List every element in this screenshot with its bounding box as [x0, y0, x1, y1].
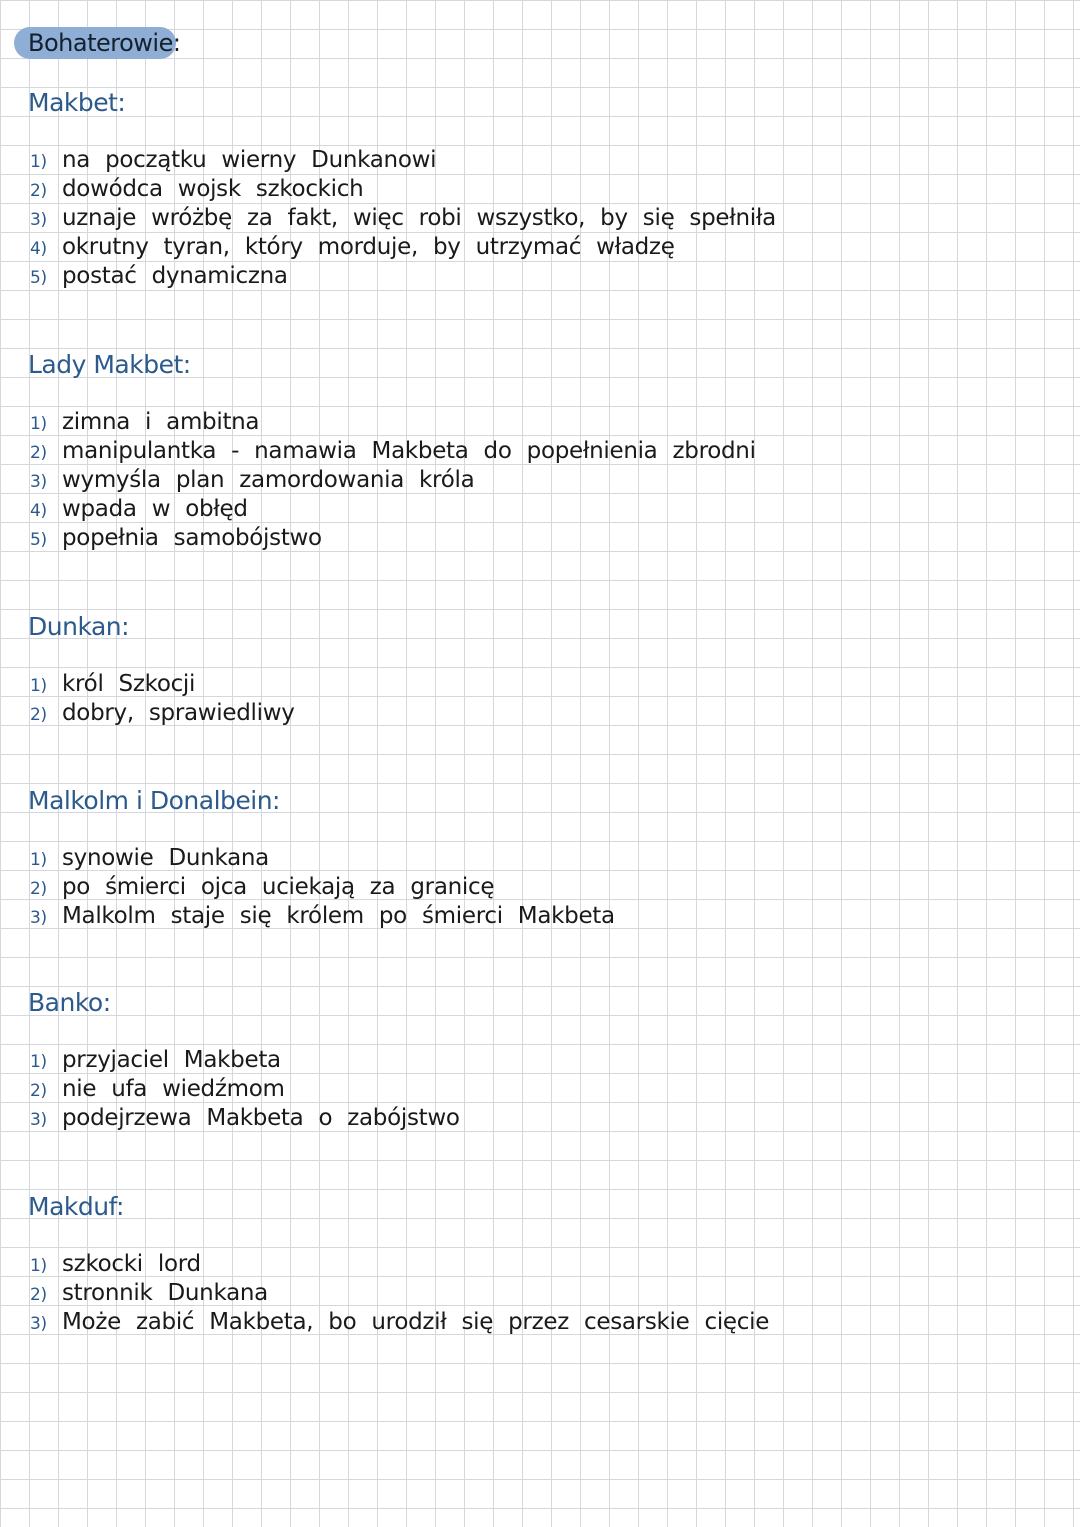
item-number: 2)	[30, 879, 47, 899]
list-item	[30, 408, 756, 437]
list-item	[30, 437, 756, 466]
page-title: Bohaterowie:	[28, 29, 181, 57]
list-item	[30, 466, 756, 495]
item-number: 1)	[30, 1256, 47, 1276]
item-number: 1)	[30, 1052, 47, 1072]
item-number: 2)	[30, 1285, 47, 1305]
list-item	[30, 873, 615, 902]
item-number: 3)	[30, 1110, 47, 1130]
item-number: 3)	[30, 472, 47, 492]
item-number: 3)	[30, 908, 47, 928]
item-text: wymyśla plan zamordowania króla	[62, 467, 475, 493]
list-item	[30, 1075, 460, 1104]
item-number: 1)	[30, 676, 47, 696]
item-number: 1)	[30, 850, 47, 870]
list-item	[30, 495, 756, 524]
item-number: 1)	[30, 414, 47, 434]
item-text: król Szkocji	[62, 671, 196, 697]
list-item	[30, 262, 776, 291]
item-number: 4)	[30, 239, 47, 259]
item-text: wpada w obłęd	[62, 496, 248, 522]
list-item	[30, 1250, 769, 1279]
trait-list	[30, 1046, 460, 1133]
list-item	[30, 902, 615, 931]
item-text: na początku wierny Dunkanowi	[62, 147, 437, 173]
list-item	[30, 524, 756, 553]
item-number: 2)	[30, 443, 47, 463]
item-text: Może zabić Makbeta, bo urodził się przez cesarskie cięcie	[62, 1309, 770, 1335]
list-item	[30, 175, 776, 204]
item-text: podejrzewa Makbeta o zabójstwo	[62, 1105, 460, 1131]
item-number: 5)	[30, 530, 47, 550]
item-text: stronnik Dunkana	[62, 1280, 268, 1306]
item-text: manipulantka - namawia Makbeta do popełnienia zbrodni	[62, 438, 756, 464]
list-item	[30, 1308, 769, 1337]
trait-list	[30, 844, 615, 931]
item-text: przyjaciel Makbeta	[62, 1047, 281, 1073]
item-text: popełnia samobójstwo	[62, 525, 322, 551]
section-heading: Malkolm i Donalbein:	[28, 786, 280, 815]
list-item	[30, 1104, 460, 1133]
trait-list	[30, 1250, 769, 1337]
section-heading: Banko:	[28, 988, 111, 1017]
section-heading: Makbet:	[28, 88, 126, 117]
item-number: 3)	[30, 210, 47, 230]
item-text: postać dynamiczna	[62, 263, 288, 289]
list-item	[30, 844, 615, 873]
item-number: 1)	[30, 152, 47, 172]
item-text: szkocki lord	[62, 1251, 201, 1277]
item-text: okrutny tyran, który morduje, by utrzymać władzę	[62, 234, 675, 260]
item-text: dobry, sprawiedliwy	[62, 700, 295, 726]
item-text: dowódca wojsk szkockich	[62, 176, 364, 202]
trait-list	[30, 146, 776, 291]
item-number: 5)	[30, 268, 47, 288]
list-item	[30, 204, 776, 233]
list-item	[30, 699, 295, 728]
item-number: 3)	[30, 1314, 47, 1334]
item-text: uznaje wróżbę za fakt, więc robi wszystko, by się spełniła	[62, 205, 776, 231]
trait-list	[30, 408, 756, 553]
section-heading: Dunkan:	[28, 612, 130, 641]
section-heading: Lady Makbet:	[28, 350, 191, 379]
list-item	[30, 670, 295, 699]
item-number: 2)	[30, 181, 47, 201]
list-item	[30, 233, 776, 262]
item-number: 2)	[30, 1081, 47, 1101]
list-item	[30, 146, 776, 175]
item-number: 4)	[30, 501, 47, 521]
section-heading: Makduf:	[28, 1192, 124, 1221]
item-text: nie ufa wiedźmom	[62, 1076, 285, 1102]
list-item	[30, 1279, 769, 1308]
item-number: 2)	[30, 705, 47, 725]
trait-list	[30, 670, 295, 728]
item-text: zimna i ambitna	[62, 409, 260, 435]
item-text: Malkolm staje się królem po śmierci Makbeta	[62, 903, 615, 929]
item-text: synowie Dunkana	[62, 845, 269, 871]
item-text: po śmierci ojca uciekają za granicę	[62, 874, 495, 900]
list-item	[30, 1046, 460, 1075]
